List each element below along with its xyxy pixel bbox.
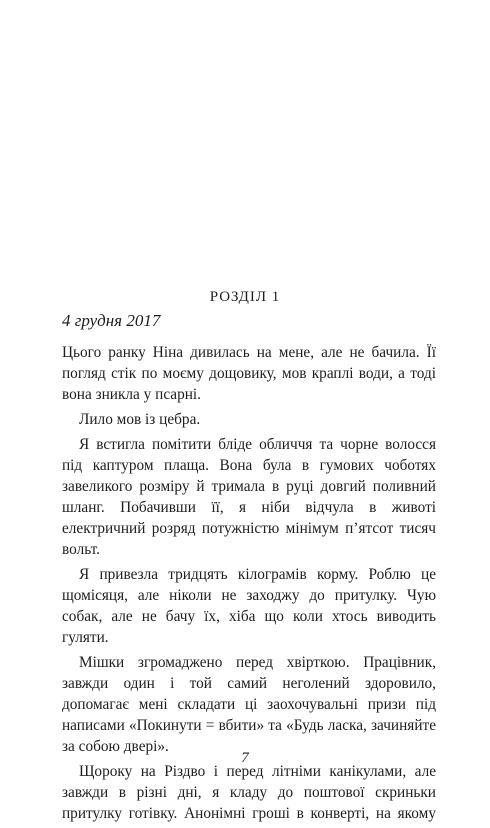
paragraph: Я встигла помітити бліде обличчя та чорне волосся під каптуром плаща. Вона була в гумових чоботях завеликого розміру й тримала в руці довгий поливний шланг. Побачивши її, я ніби відчула в животі електричний розряд потужністю мінімум п’ятсот тисяч вольт. (62, 436, 436, 558)
page-number: 7 (241, 750, 249, 766)
paragraph: Щороку на Різдво і перед літніми канікулами, але завжди в різні дні, я кладу до поштової скриньки притулку готівку. Анонімні гроші в конверті, на якому (62, 763, 436, 822)
chapter-title: РОЗДІЛ 1 (209, 289, 281, 305)
chapter-date: 4 грудня 2017 (62, 311, 161, 330)
paragraph: Я привезла тридцять кілограмів корму. Роблю це щомісяця, але ніколи не заходжу до притулку. Чую собак, але не бачу їх, хіба що коли хтось виводить гуляти. (62, 566, 436, 646)
paragraph: Цього ранку Ніна дивилась на мене, але не бачила. Її погляд стік по моєму дощовику, мов краплі води, а тоді вона зникла у псарні. (62, 344, 436, 403)
paragraph: Лило мов із цебра. (79, 411, 201, 428)
paragraph: Мішки згромаджено перед хвірткою. Працівник, завжди один і той самий неголений здоровило, допомагає мені складати ці заохочувальні призи під написами «Покинути = вбити» та «Будь ласка, зачиняйте за собою двері». (62, 654, 436, 755)
